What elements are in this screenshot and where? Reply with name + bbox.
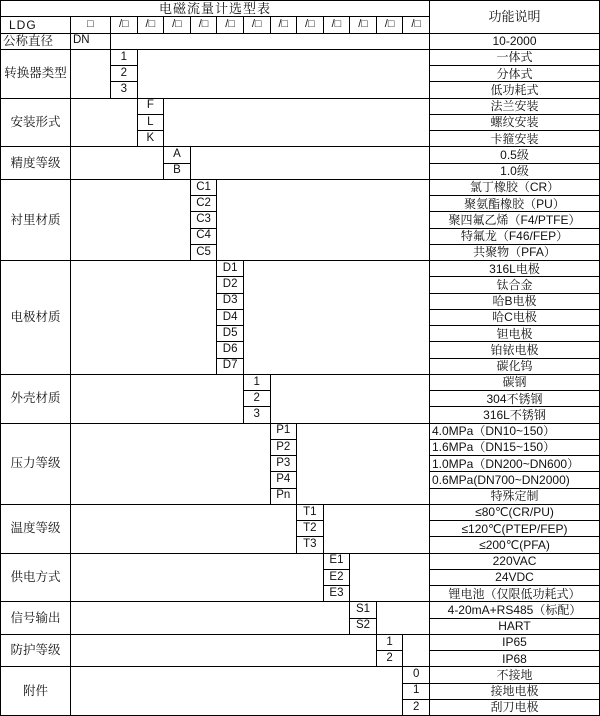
- code-cell: 2: [244, 391, 271, 407]
- desc-cell: IP68: [430, 651, 600, 667]
- spacer-cell: [217, 180, 430, 261]
- code-cell: S1: [350, 602, 377, 618]
- desc-cell: 刮刀电极: [430, 700, 600, 716]
- code-box-slot-1: /□: [111, 17, 138, 33]
- desc-cell: 哈B电极: [430, 294, 600, 310]
- code-cell: E1: [324, 554, 351, 570]
- desc-cell: 24VDC: [430, 570, 600, 586]
- code-cell: 3: [244, 407, 271, 423]
- code-box-first: □: [71, 17, 111, 33]
- desc-cell: 1.0级: [430, 164, 600, 180]
- desc-cell: 低功耗式: [430, 82, 600, 98]
- code-box-slot-8: /□: [297, 17, 324, 33]
- desc-cell: 1.6MPa（DN15~150）: [430, 440, 600, 456]
- code-cell: T2: [297, 521, 324, 537]
- desc-cell: 聚四氟乙烯（F4/PTFE）: [430, 212, 600, 228]
- code-box-slot-9: /□: [324, 17, 351, 33]
- desc-cell: 钛合金: [430, 277, 600, 293]
- code-cell: D5: [217, 326, 244, 342]
- code-box-slot-7: /□: [271, 17, 298, 33]
- code-box-slot-10: /□: [350, 17, 377, 33]
- code-cell: P4: [271, 472, 298, 488]
- code-box-slot-2: /□: [138, 17, 165, 33]
- spacer-cell: [71, 554, 324, 603]
- desc-cell: 10-2000: [430, 34, 600, 50]
- desc-cell: 法兰安装: [430, 99, 600, 115]
- category-cell: 附件: [1, 667, 71, 716]
- code-cell: P3: [271, 456, 298, 472]
- spacer-cell: [71, 147, 164, 180]
- desc-cell: 锂电池（仅限低功耗式）: [430, 586, 600, 602]
- code-cell: P2: [271, 440, 298, 456]
- desc-cell: 碳钢: [430, 375, 600, 391]
- desc-cell: 分体式: [430, 66, 600, 82]
- desc-cell: 4-20mA+RS485（标配）: [430, 602, 600, 618]
- category-cell: 公称直径: [1, 34, 71, 50]
- model-code-cell: LDG: [1, 17, 71, 33]
- spacer-cell: [138, 50, 430, 99]
- code-cell: C5: [191, 245, 218, 261]
- spacer-cell: [71, 667, 403, 716]
- category-cell: 安装形式: [1, 99, 71, 148]
- spacer-cell: [377, 602, 430, 635]
- spacer-cell: [191, 147, 430, 180]
- code-cell: 2: [403, 700, 430, 716]
- code-cell: L: [138, 115, 165, 131]
- desc-cell: IP65: [430, 635, 600, 651]
- spacer-cell: [71, 602, 350, 635]
- desc-cell: 铂铱电极: [430, 342, 600, 358]
- category-cell: 精度等级: [1, 147, 71, 180]
- code-box-slot-5: /□: [217, 17, 244, 33]
- desc-cell: 1.0MPa（DN200~DN600）: [430, 456, 600, 472]
- spacer-cell: [71, 505, 297, 554]
- code-cell: D2: [217, 277, 244, 293]
- code-cell: 1: [111, 50, 138, 66]
- spacer-cell: [71, 180, 191, 261]
- category-cell: 转换器类型: [1, 50, 71, 99]
- spacer-cell: [71, 375, 244, 424]
- code-box-slot-11: /□: [377, 17, 404, 33]
- desc-cell: 接地电极: [430, 684, 600, 700]
- desc-cell: HART: [430, 619, 600, 635]
- code-box-slot-4: /□: [191, 17, 218, 33]
- category-cell: 压力等级: [1, 424, 71, 505]
- desc-cell: 316L不锈钢: [430, 407, 600, 423]
- code-cell: E3: [324, 586, 351, 602]
- code-box-slot-3: /□: [164, 17, 191, 33]
- code-cell: F: [138, 99, 165, 115]
- spacer-cell: [71, 50, 111, 99]
- desc-cell: 一体式: [430, 50, 600, 66]
- spacer-cell: [324, 505, 430, 554]
- code-cell: 1: [403, 684, 430, 700]
- desc-cell: 4.0MPa（DN10~150）: [430, 424, 600, 440]
- code-cell: C4: [191, 229, 218, 245]
- category-cell: 电极材质: [1, 261, 71, 375]
- code-cell: A: [164, 147, 191, 163]
- desc-cell: 氯丁橡胶（CR）: [430, 180, 600, 196]
- category-cell: 防护等级: [1, 635, 71, 668]
- code-cell: 1: [244, 375, 271, 391]
- code-cell: T1: [297, 505, 324, 521]
- code-cell: K: [138, 131, 165, 147]
- code-cell: 3: [111, 82, 138, 98]
- desc-cell: ≤80℃(CR/PU): [430, 505, 600, 521]
- code-cell: D3: [217, 294, 244, 310]
- category-cell: 信号输出: [1, 602, 71, 635]
- spacer-cell: [244, 261, 430, 375]
- desc-cell: 卡箍安装: [430, 131, 600, 147]
- desc-cell: ≤200℃(PFA): [430, 537, 600, 553]
- desc-cell: 哈C电极: [430, 310, 600, 326]
- code-cell: D6: [217, 342, 244, 358]
- desc-cell: 特殊定制: [430, 489, 600, 505]
- code-cell: 1: [377, 635, 404, 651]
- code-cell: C1: [191, 180, 218, 196]
- desc-cell: 0.6MPa(DN700~DN2000): [430, 472, 600, 488]
- code-cell: S2: [350, 619, 377, 635]
- code-cell: T3: [297, 537, 324, 553]
- category-cell: 温度等级: [1, 505, 71, 554]
- code-cell: P1: [271, 424, 298, 440]
- code-cell: 2: [377, 651, 404, 667]
- code-box-slot-6: /□: [244, 17, 271, 33]
- code-cell: DN: [71, 34, 111, 50]
- code-cell: D4: [217, 310, 244, 326]
- code-cell: D7: [217, 359, 244, 375]
- category-cell: 供电方式: [1, 554, 71, 603]
- table-title: 电磁流量计选型表: [1, 1, 430, 17]
- spacer-cell: [71, 99, 138, 148]
- code-box-slot-12: /□: [403, 17, 430, 33]
- desc-cell: 316L电极: [430, 261, 600, 277]
- code-cell: 0: [403, 667, 430, 683]
- code-cell: B: [164, 164, 191, 180]
- desc-cell: 304不锈钢: [430, 391, 600, 407]
- code-cell: C3: [191, 212, 218, 228]
- spacer-cell: [71, 261, 217, 375]
- code-cell: 2: [111, 66, 138, 82]
- spacer-cell: [164, 99, 430, 148]
- category-cell: 外壳材质: [1, 375, 71, 424]
- code-cell: Pn: [271, 489, 298, 505]
- spacer-cell: [271, 375, 431, 424]
- spacer-cell: [71, 635, 377, 668]
- desc-cell: 特氟龙（F46/FEP）: [430, 229, 600, 245]
- desc-cell: 螺纹安装: [430, 115, 600, 131]
- desc-cell: ≤120℃(PTEP/FEP): [430, 521, 600, 537]
- desc-cell: 碳化钨: [430, 359, 600, 375]
- spacer-cell: [350, 554, 430, 603]
- desc-cell: 不接地: [430, 667, 600, 683]
- spacer-cell: [111, 34, 430, 50]
- desc-cell: 钽电极: [430, 326, 600, 342]
- function-description-header: 功能说明: [430, 1, 600, 34]
- category-cell: 衬里材质: [1, 180, 71, 261]
- code-cell: E2: [324, 570, 351, 586]
- code-cell: D1: [217, 261, 244, 277]
- spacer-cell: [297, 424, 430, 505]
- desc-cell: 0.5级: [430, 147, 600, 163]
- spacer-cell: [403, 635, 430, 668]
- desc-cell: 220VAC: [430, 554, 600, 570]
- spacer-cell: [71, 424, 271, 505]
- desc-cell: 聚氨酯橡胶（PU）: [430, 196, 600, 212]
- code-cell: C2: [191, 196, 218, 212]
- desc-cell: 共聚物（PFA）: [430, 245, 600, 261]
